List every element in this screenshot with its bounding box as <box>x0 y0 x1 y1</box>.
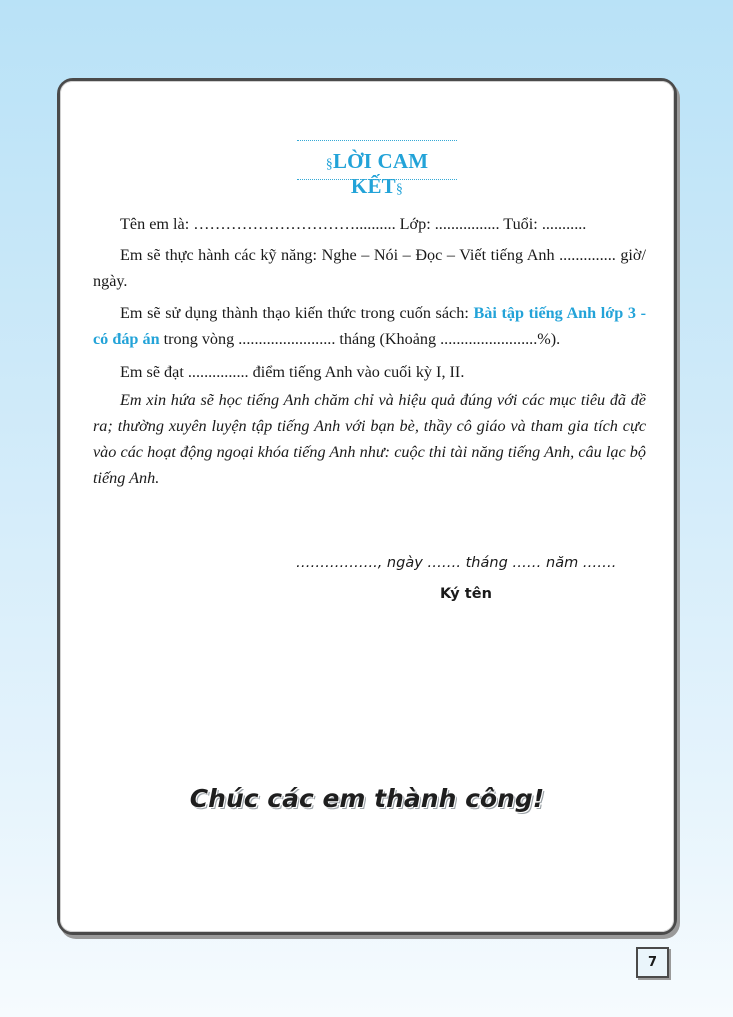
name-label: Tên em là: <box>120 215 194 233</box>
title-dotted-line-top <box>297 140 457 141</box>
book-suffix: trong vòng ........................ tháng (Khoảng ........................%). <box>159 330 561 348</box>
title-text: LỜI CAM KẾT <box>332 149 429 198</box>
book-prefix: Em sẽ sử dụng thành thạo kiến thức trong cuốn sách: <box>120 304 474 322</box>
skills-paragraph <box>93 242 646 294</box>
skills-text: Em sẽ thực hành các kỹ năng: Nghe – Nói – Đọc – Viết tiếng Anh .............. giờ/ ngày. <box>93 246 646 290</box>
score-paragraph <box>93 359 646 385</box>
date-line: …………….., ngày ……. tháng …… năm ……. <box>296 555 617 571</box>
commitment-card <box>57 78 677 935</box>
class-blank: ................ <box>434 215 500 233</box>
sign-label: Ký tên <box>440 586 492 602</box>
flourish-right-icon: § <box>395 182 404 197</box>
name-line <box>93 211 646 237</box>
name-blank: ………………………….......... <box>193 215 396 233</box>
page-title <box>297 149 457 199</box>
age-label: Tuổi: <box>499 215 542 233</box>
class-label: Lớp: <box>395 215 435 233</box>
promise-paragraph <box>93 387 646 491</box>
title-block <box>297 137 457 198</box>
book-title: Bài tập tiếng Anh lớp 3 - có đáp án <box>93 304 647 348</box>
age-blank: ........... <box>541 215 587 233</box>
book-paragraph <box>93 300 646 352</box>
page-number: 7 <box>636 947 669 978</box>
promise-text: Em xin hứa sẽ học tiếng Anh chăm chỉ và hiệu quả đúng với các mục tiêu đã đề ra; thường xuyên luyện tập tiếng Anh với bạn bè, thầy cô giáo và tham gia tích cực vào các hoạt động ngoại khóa tiếng Anh như: cuộc thi tài năng tiếng Anh, câu lạc bộ tiếng Anh. <box>93 391 646 487</box>
score-text: Em sẽ đạt ............... điểm tiếng Anh vào cuối kỳ I, II. <box>120 363 465 381</box>
title-dotted-line-bottom <box>297 179 457 180</box>
flourish-left-icon: § <box>325 157 333 172</box>
wish-text: Chúc các em thành công! <box>189 784 545 813</box>
